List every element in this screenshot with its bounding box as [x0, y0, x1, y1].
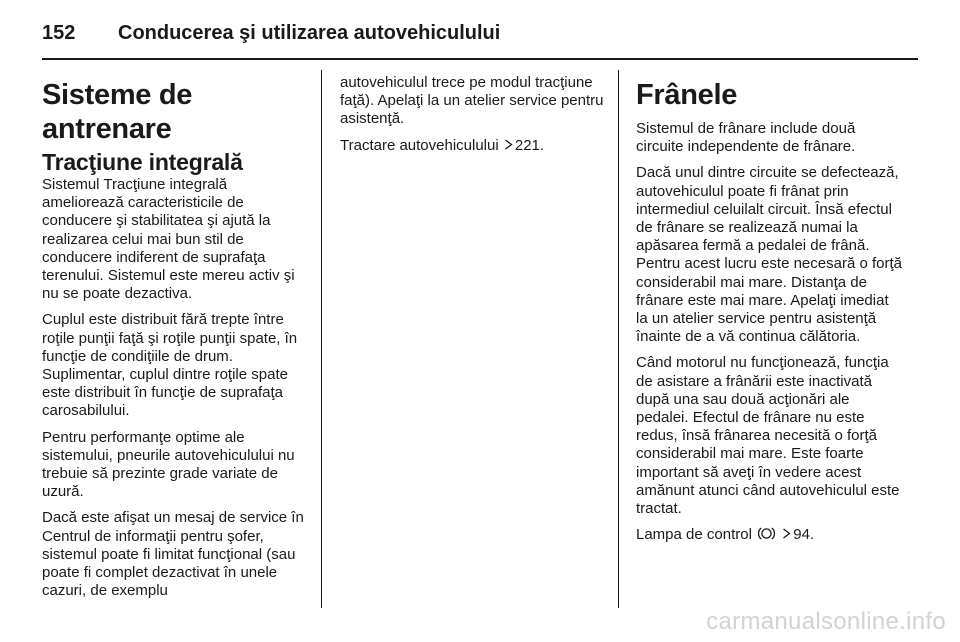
- paragraph: Sistemul Tracţiune integrală ameliorează caracteristicile de conducere şi stabilitatea şi ajută la realizarea celui mai bun stil de conducere indiferent de suprafaţa terenului. Sistemul este mereu activ şi nu se poate dezactiva.: [42, 176, 295, 303]
- column-left: [42, 70, 310, 608]
- subsection-title-all-wheel-drive: Tracţiune integrală: [42, 149, 243, 175]
- paragraph: Sistemul de frânare include două circuite independente de frânare.: [636, 120, 856, 156]
- page-number: 152: [42, 22, 76, 44]
- paragraph: Dacă este afişat un mesaj de service în Centrul de informaţii pentru şofer, sistemul poate fi limitat funcţional (sau poate fi complet dezactivat în unele cazuri, de exemplu: [42, 509, 304, 600]
- watermark: carmanualsonline.info: [706, 608, 946, 635]
- paragraph: autovehiculul trece pe modul tracţiune faţă). Apelaţi la un atelier service pentru asistenţă.: [340, 74, 604, 128]
- section-title-drive-systems: Sisteme de antrenare: [42, 79, 193, 145]
- tow-reference-page: 221.: [514, 136, 545, 154]
- paragraph: Când motorul nu funcţionează, funcţia de asistare a frânării este inactivată după una sau două acţionări ale pedalei. Efectul de frânare nu este redus, însă frânarea necesită o forţă considerabil mai mare. Este foarte important să aveţi în vedere acest amănunt atunci când autovehiculul este tractat.: [636, 354, 900, 518]
- header-rule: [42, 58, 918, 60]
- column-middle: [340, 70, 608, 163]
- tow-reference-text: Tractare autovehiculului: [340, 136, 499, 154]
- paragraph: Cuplul este distribuit fără trepte între roţile punţii faţă şi roţile punţii spate, în funcţie de condiţiile de drum. Suplimentar, cuplul dintre roţile spate este distribuit în funcţie de suprafaţa carosabilului.: [42, 311, 298, 420]
- lamp-reference-text: Lampa de control: [636, 526, 752, 544]
- lamp-reference[interactable]: [636, 526, 904, 546]
- brake-warning-lamp-icon: [758, 526, 775, 546]
- running-title: Conducerea şi utilizarea autovehiculului: [118, 22, 501, 44]
- section-title-brakes: Frânele: [636, 79, 738, 111]
- column-divider-2: [618, 70, 619, 608]
- reference-arrow-icon: [504, 137, 513, 155]
- paragraph: Pentru performanţe optime ale sistemului, pneurile autovehiculului nu trebuie să prezinte grade variate de uzură.: [42, 428, 295, 501]
- column-divider-1: [321, 70, 322, 608]
- tow-reference[interactable]: [340, 137, 608, 155]
- column-right: [636, 70, 904, 554]
- lamp-reference-page: 94.: [793, 526, 815, 544]
- paragraph: Dacă unul dintre circuite se defectează, autovehiculul poate fi frânat prin intermediul celuilalt circuit. Însă efectul de frânare se realizează numai la apăsarea fermă a pedalei de frână. Pentru acest lucru este necesară o forţă considerabil mai mare. Distanţa de frânare este mai mare. Apelaţi imediat la un atelier service pentru asistenţă înainte de a vă continua călătoria.: [636, 164, 902, 346]
- reference-arrow-icon: [782, 526, 791, 544]
